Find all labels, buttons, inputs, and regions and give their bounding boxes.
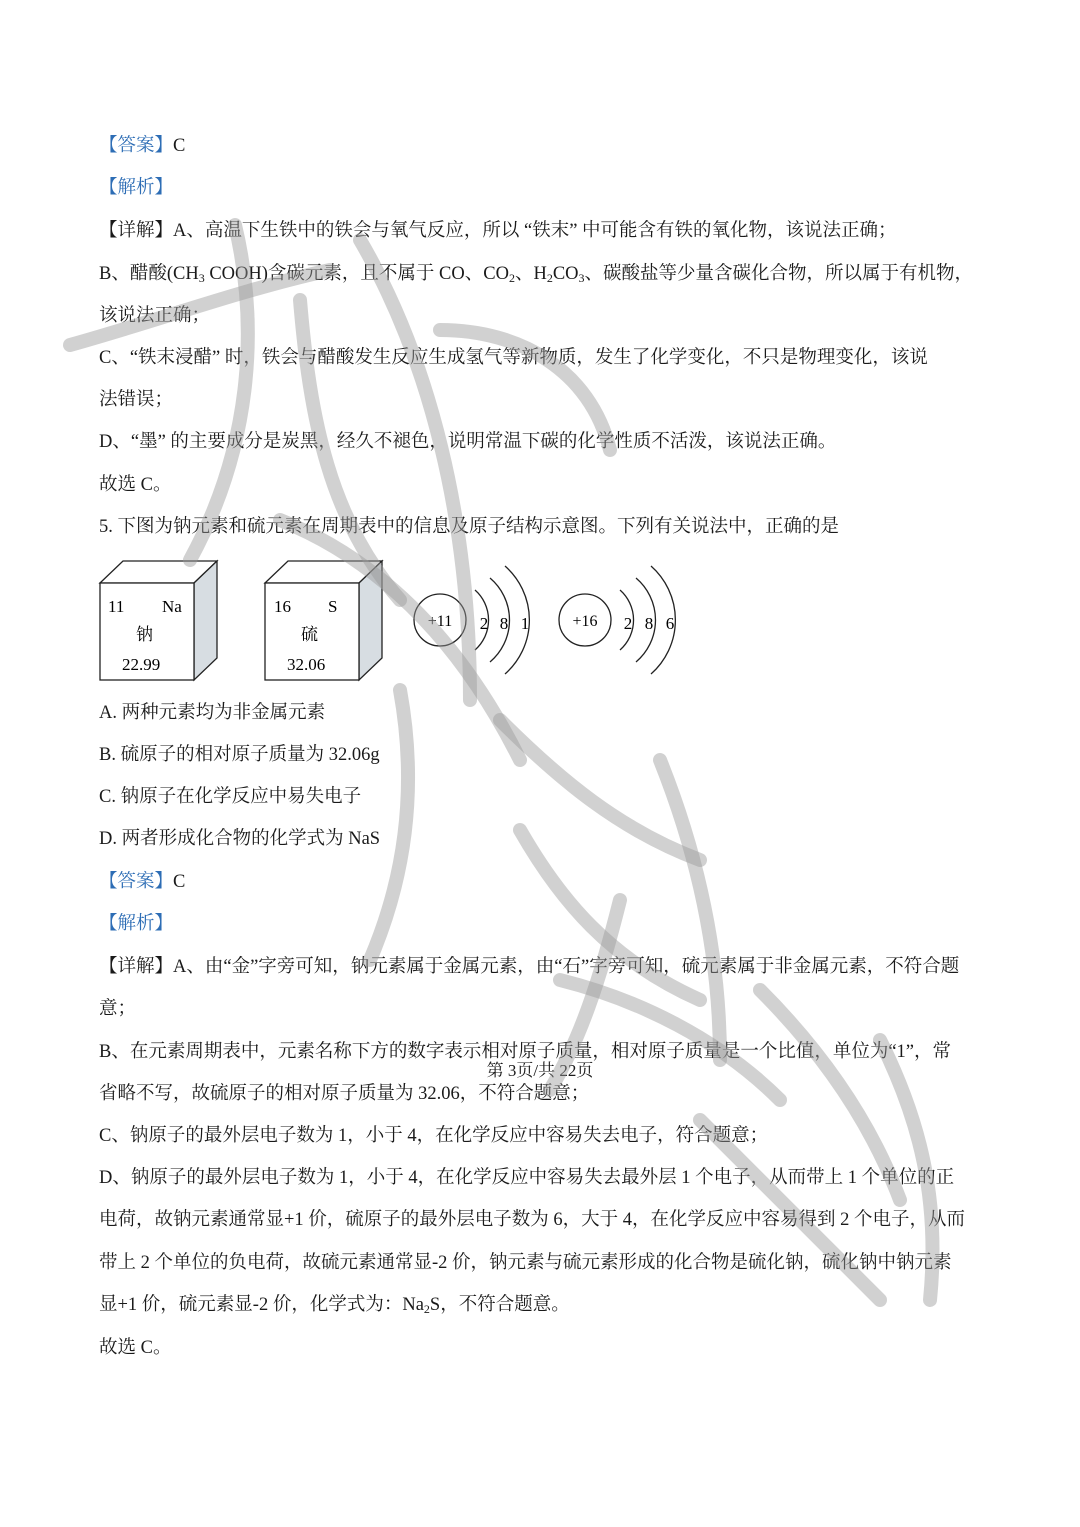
s-symbol: S (328, 597, 338, 616)
s-nucleus: +16 (572, 613, 598, 630)
s-shell-3: 6 (665, 614, 675, 633)
na-number: 11 (108, 597, 125, 616)
text-seg: 、H (514, 264, 547, 284)
na-symbol: Na (162, 597, 182, 616)
subscript: 2 (508, 271, 515, 285)
subscript: 2 (423, 1302, 430, 1316)
na-name: 钠 (136, 625, 153, 645)
detail-text: A、由“金”字旁可知，钠元素属于金属元素，由“石”字旁可知，硫元素属于非金属元素，不符合题 (173, 957, 960, 977)
answer-value: C (173, 136, 186, 156)
detail2-line-a2: 意； (99, 999, 137, 1019)
question-5-stem: 5. 下图为钠元素和硫元素在周期表中的信息及原子结构示意图。下列有关说法中，正确的是 (99, 517, 840, 537)
detail2-line-d1: D、钠原子的最外层电子数为 1，小于 4，在化学反应中容易失去最外层 1 个电子，从而带上 1 个单位的正 (99, 1168, 955, 1188)
na-shell-2: 8 (499, 614, 509, 633)
text-seg: S，不符合题意。 (429, 1295, 570, 1315)
text-seg: B、醋酸(CH (99, 264, 199, 284)
choose-line-2: 故选 C。 (99, 1338, 172, 1358)
subscript: 3 (578, 271, 585, 285)
detail-line-d: D、“墨” 的主要成分是炭黑，经久不褪色，说明常温下碳的化学性质不活泼，该说法正确。 (99, 432, 837, 452)
s-atom-diagram (559, 566, 675, 674)
na-mass: 22.99 (122, 655, 161, 674)
answer-tag: 【答案】 (99, 872, 174, 892)
element-figure (0, 0, 1080, 700)
option-a: A. 两种元素均为非金属元素 (99, 703, 326, 723)
detail2-line-d2: 电荷，故钠元素通常显+1 价，硫原子的最外层电子数为 6，大于 4，在化学反应中容易得到 2 个电子，从而 (99, 1210, 966, 1230)
s-element-card (265, 561, 382, 680)
page-footer: 第 3页/共 22页 (486, 1061, 594, 1080)
na-shell-3: 1 (520, 614, 530, 633)
detail2-line-d3: 带上 2 个单位的负电荷，故硫元素通常显-2 价，钠元素与硫元素形成的化合物是硫化钠，硫化钠中钠元素 (99, 1253, 952, 1273)
detail-line-c1: C、“铁末浸醋” 时，铁会与醋酸发生反应生成氢气等新物质，发生了化学变化，不只是物理变化，该说 (99, 348, 928, 368)
choose-line-1: 故选 C。 (99, 475, 172, 495)
answer-value: C (173, 872, 186, 892)
na-nucleus: +11 (427, 613, 453, 630)
detail2-line-d4 (99, 1293, 570, 1321)
text-seg: CO (552, 264, 579, 284)
text-seg: 、碳酸盐等少量含碳化合物，所以属于有机物， (584, 264, 974, 284)
detail2-line-a1 (99, 955, 959, 979)
detail2-line-b2: 省略不写，故硫原子的相对原子质量为 32.06，不符合题意； (99, 1084, 590, 1104)
detail2-line-b1: B、在元素周期表中，元素名称下方的数字表示相对原子质量，相对原子质量是一个比值，单位为“1”，常 (99, 1042, 952, 1062)
text-seg: COOH)含碳元素，且不属于 CO、CO (204, 264, 509, 284)
option-b: B. 硫原子的相对原子质量为 32.06g (99, 745, 380, 765)
s-name: 硫 (301, 625, 318, 645)
analysis-tag: 【解析】 (99, 178, 174, 198)
na-shell-1: 2 (479, 614, 489, 633)
detail2-line-c: C、钠原子的最外层电子数为 1，小于 4，在化学反应中容易失去电子，符合题意； (99, 1126, 769, 1146)
detail-tag: 【详解】 (99, 957, 174, 977)
analysis-tag: 【解析】 (99, 914, 174, 934)
text-seg: 显+1 价，硫元素显-2 价，化学式为：Na (99, 1295, 424, 1315)
detail-text-a: A、高温下生铁中的铁会与氧气反应，所以 “铁末” 中可能含有铁的氧化物，该说法正确； (173, 221, 897, 241)
answer-tag: 【答案】 (99, 136, 174, 156)
option-d: D. 两者形成化合物的化学式为 NaS (99, 829, 381, 849)
s-shell-2: 8 (644, 614, 654, 633)
option-c: C. 钠原子在化学反应中易失电子 (99, 787, 362, 807)
na-atom-diagram (414, 566, 529, 674)
detail-line-c2: 法错误； (99, 390, 174, 410)
subscript: 3 (198, 271, 205, 285)
subscript: 2 (546, 271, 553, 285)
detail-line-b2: 该说法正确； (99, 306, 211, 326)
answer-line-2 (99, 870, 185, 894)
s-mass: 32.06 (287, 655, 326, 674)
s-number: 16 (274, 597, 291, 616)
na-element-card (100, 561, 217, 680)
s-shell-1: 2 (623, 614, 633, 633)
detail-tag: 【详解】 (99, 221, 174, 241)
